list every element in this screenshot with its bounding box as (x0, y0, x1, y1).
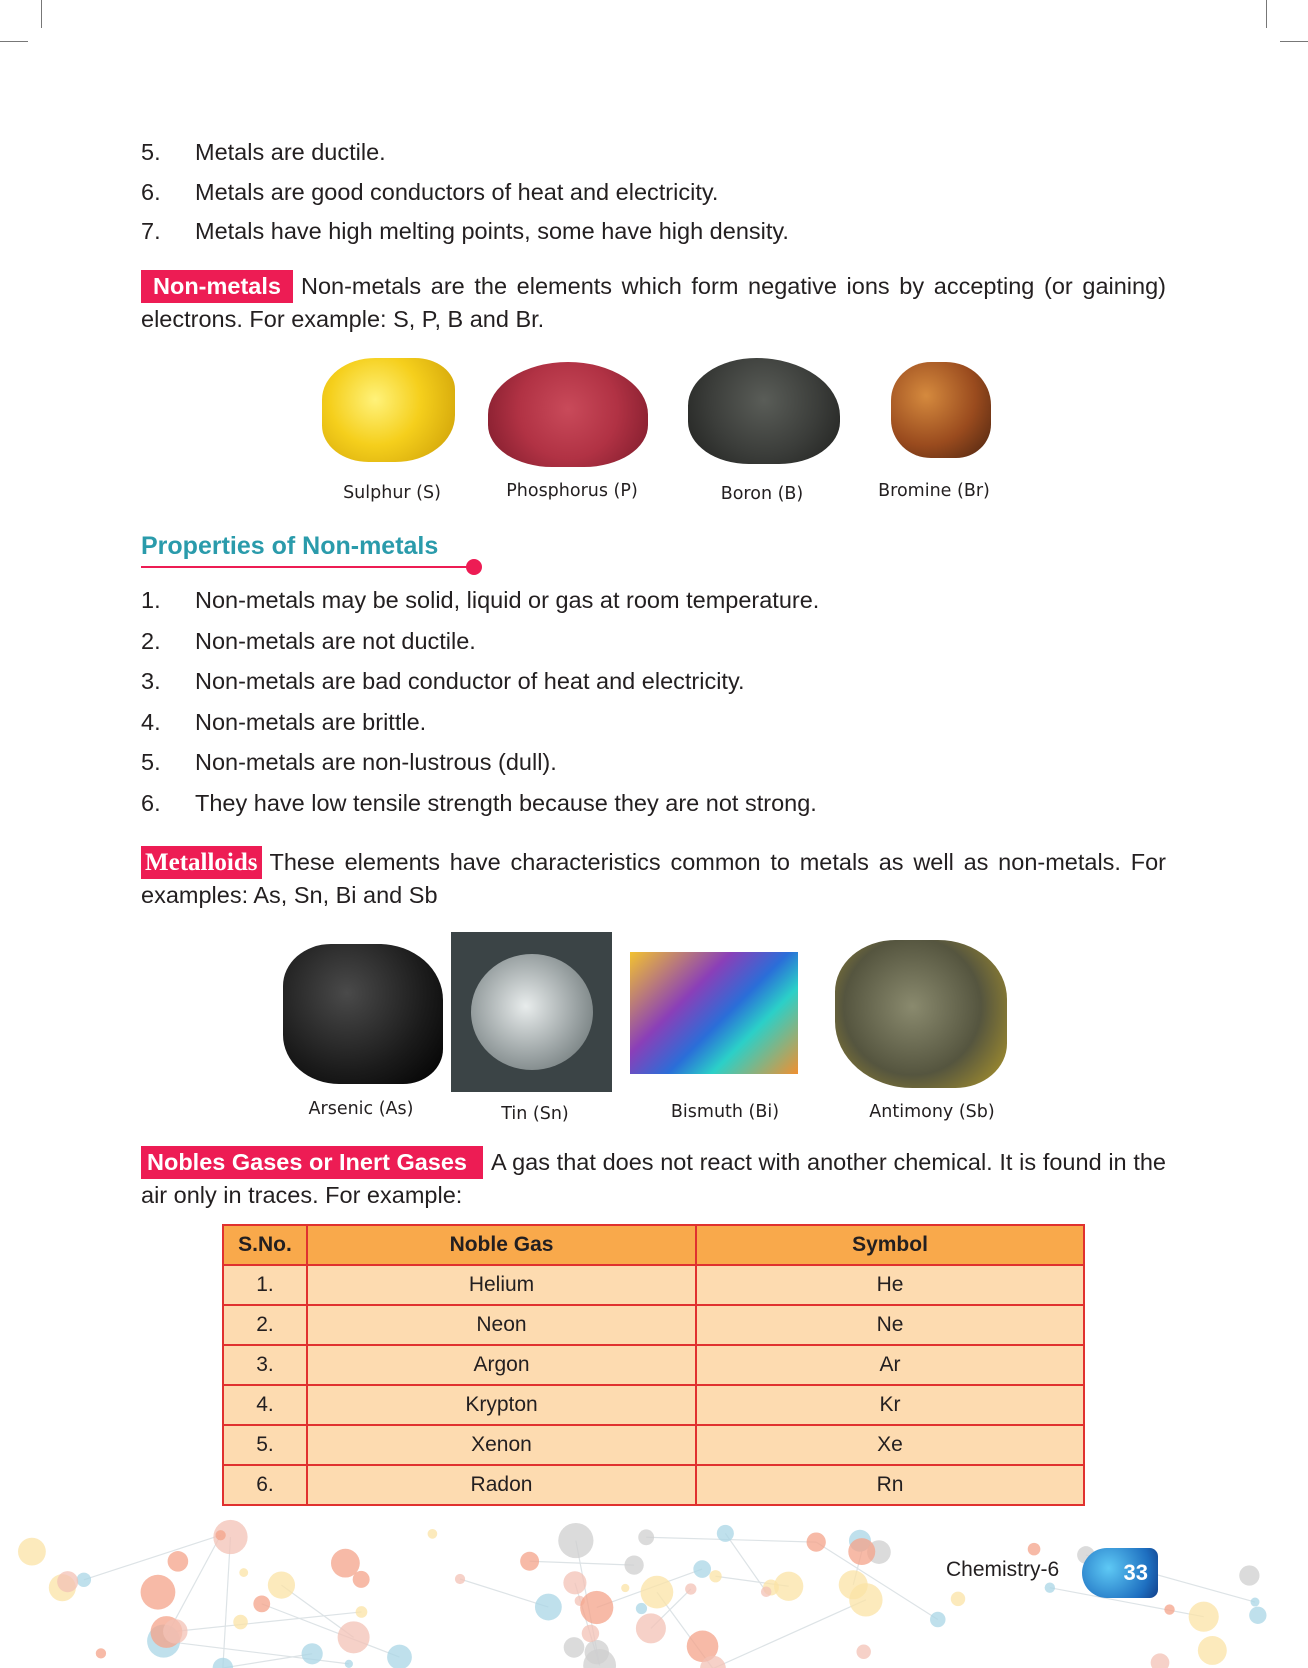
metalloids-tag: Metalloids (141, 846, 262, 879)
noble-gas-table (222, 1224, 1085, 1506)
table-row (223, 1425, 1084, 1465)
atom-dot (636, 1613, 666, 1643)
heading-dot (466, 559, 482, 575)
caption: Arsenic (As) (308, 1099, 414, 1119)
heading-underline (141, 566, 473, 568)
crop-mark (0, 41, 28, 42)
antimony-image (835, 940, 1007, 1088)
bromine-image (891, 362, 991, 458)
atom-dot (253, 1595, 270, 1612)
list-item: 2. Non-metals are not ductile. (141, 628, 476, 654)
column-header: Symbol (696, 1225, 1084, 1265)
table-cell: Rn (696, 1465, 1084, 1505)
atom-dot (356, 1606, 368, 1618)
atom-dot (709, 1570, 721, 1582)
phosphorus-image (488, 362, 648, 467)
atom-dot (638, 1529, 654, 1545)
table-cell: Ar (696, 1345, 1084, 1385)
atom-dot (141, 1575, 176, 1610)
atom-dot (717, 1525, 734, 1542)
column-header: Noble Gas (307, 1225, 696, 1265)
atom-dot (856, 1645, 870, 1659)
table-cell: Xenon (307, 1425, 696, 1465)
bond-line (262, 1604, 400, 1657)
atom-dot (693, 1560, 711, 1578)
atom-dot (563, 1571, 586, 1594)
list-item: 1. Non-metals may be solid, liquid or gas at room temperature. (141, 587, 820, 613)
atom-dot (168, 1551, 189, 1572)
caption: Antimony (Sb) (869, 1102, 995, 1122)
atom-dot (1198, 1636, 1227, 1665)
atom-dot (774, 1572, 803, 1601)
atom-dot (215, 1530, 225, 1540)
page-number-badge (1082, 1548, 1158, 1598)
table-cell: Kr (696, 1385, 1084, 1425)
atom-dot (57, 1571, 78, 1592)
list-item: 5. Non-metals are non-lustrous (dull). (141, 749, 557, 775)
page-number: 33 (1123, 1560, 1148, 1585)
table-row (223, 1345, 1084, 1385)
list-item: 3. Non-metals are bad conductor of heat and electricity. (141, 668, 745, 694)
table-row (223, 1385, 1084, 1425)
nonmetals-tag: Non-metals (141, 270, 293, 303)
atom-dot (1164, 1604, 1174, 1614)
atom-dot (387, 1645, 412, 1668)
bond-line (223, 1654, 312, 1668)
atom-dot (213, 1658, 233, 1668)
book-title: Chemistry-6 (946, 1558, 1060, 1581)
table-row (223, 1465, 1084, 1505)
caption: Bromine (Br) (878, 481, 990, 501)
list-item: 7. Metals have high melting points, some have high density. (141, 218, 789, 244)
atom-dot (1189, 1602, 1219, 1632)
atom-dot (1239, 1565, 1259, 1585)
atom-dot (930, 1612, 946, 1628)
bismuth-image (630, 952, 798, 1074)
bond-line (460, 1579, 548, 1607)
atom-dot (428, 1529, 438, 1539)
caption: Sulphur (S) (343, 483, 441, 503)
boron-image (688, 358, 840, 464)
atom-dot (233, 1615, 248, 1630)
table-cell: 1. (223, 1265, 307, 1305)
bond-line (725, 1533, 766, 1591)
table-cell: He (696, 1265, 1084, 1305)
atom-dot (239, 1568, 248, 1577)
table-cell: Argon (307, 1345, 696, 1385)
table-cell: 3. (223, 1345, 307, 1385)
atom-dot (18, 1538, 46, 1566)
atom-dot (636, 1603, 647, 1614)
nonmetals-paragraph: Non-metals Non-metals are the elements which form negative ions by accepting (or gaining) electrons. For example: S, P, B and Br. (141, 270, 1166, 336)
bond-line (175, 1612, 361, 1631)
arsenic-image (283, 944, 443, 1084)
table-cell: 5. (223, 1425, 307, 1465)
atom-dot (761, 1587, 772, 1598)
table-header-row (223, 1225, 1084, 1265)
caption: Bismuth (Bi) (670, 1102, 780, 1122)
list-item: 6. Metals are good conductors of heat and electricity. (141, 179, 719, 205)
noble-gases-tag: Nobles Gases or Inert Gases (141, 1146, 483, 1179)
atom-dot (558, 1523, 593, 1558)
list-item: 6. They have low tensile strength because they are not strong. (141, 790, 817, 816)
atom-dot (621, 1584, 629, 1592)
table-cell: Helium (307, 1265, 696, 1305)
table-row (223, 1265, 1084, 1305)
list-item: 5. Metals are ductile. (141, 139, 386, 165)
atom-dot (641, 1576, 674, 1609)
atom-dot (455, 1574, 465, 1584)
bond-line (530, 1561, 634, 1565)
caption: Boron (B) (720, 484, 804, 504)
table-cell: Ne (696, 1305, 1084, 1345)
tin-image (451, 932, 612, 1092)
atom-dot (951, 1592, 965, 1606)
caption: Tin (Sn) (501, 1104, 569, 1124)
atom-dot (848, 1538, 875, 1565)
metalloids-paragraph: Metalloids These elements have characteristics common to metals as well as non-metals. For examples: As, Sn, Bi and Sb (141, 846, 1166, 912)
atom-dot (1151, 1653, 1170, 1668)
atom-dot (807, 1532, 826, 1551)
atom-dot (345, 1660, 353, 1668)
atom-dot (580, 1591, 613, 1624)
atom-dot (1251, 1598, 1260, 1607)
section-heading: Properties of Non-metals (141, 532, 439, 560)
atom-dot (268, 1571, 295, 1598)
table-row (223, 1305, 1084, 1345)
atom-dot (624, 1555, 643, 1574)
table-cell: 6. (223, 1465, 307, 1505)
atom-dot (77, 1573, 91, 1587)
atom-dot (302, 1643, 323, 1664)
atom-dot (564, 1637, 585, 1658)
atom-dot (1249, 1607, 1266, 1624)
noble-gases-paragraph: Nobles Gases or Inert Gases A gas that does not react with another chemical. It is found in the air only in traces. For example: (141, 1146, 1166, 1212)
atom-dot (582, 1625, 599, 1642)
bond-line (713, 1600, 866, 1668)
crop-mark (1266, 0, 1267, 28)
sulphur-image (322, 358, 455, 462)
caption: Phosphorus (P) (506, 481, 638, 501)
table-cell: Xe (696, 1425, 1084, 1465)
crop-mark (41, 0, 42, 28)
atom-dot (163, 1619, 187, 1643)
atom-dot (96, 1648, 106, 1658)
list-item: 4. Non-metals are brittle. (141, 709, 427, 735)
atom-dot (839, 1570, 868, 1599)
atom-dot (338, 1621, 370, 1653)
column-header: S.No. (223, 1225, 307, 1265)
atom-dot (520, 1552, 539, 1571)
table-cell: Krypton (307, 1385, 696, 1425)
atom-dot (1028, 1543, 1041, 1556)
table-cell: 2. (223, 1305, 307, 1345)
atom-dot (685, 1583, 696, 1594)
table-cell: Radon (307, 1465, 696, 1505)
atom-dot (1045, 1582, 1055, 1592)
table-cell: Neon (307, 1305, 696, 1345)
atom-dot (535, 1594, 562, 1621)
crop-mark (1280, 41, 1308, 42)
table-cell: 4. (223, 1385, 307, 1425)
atom-dot (353, 1571, 370, 1588)
